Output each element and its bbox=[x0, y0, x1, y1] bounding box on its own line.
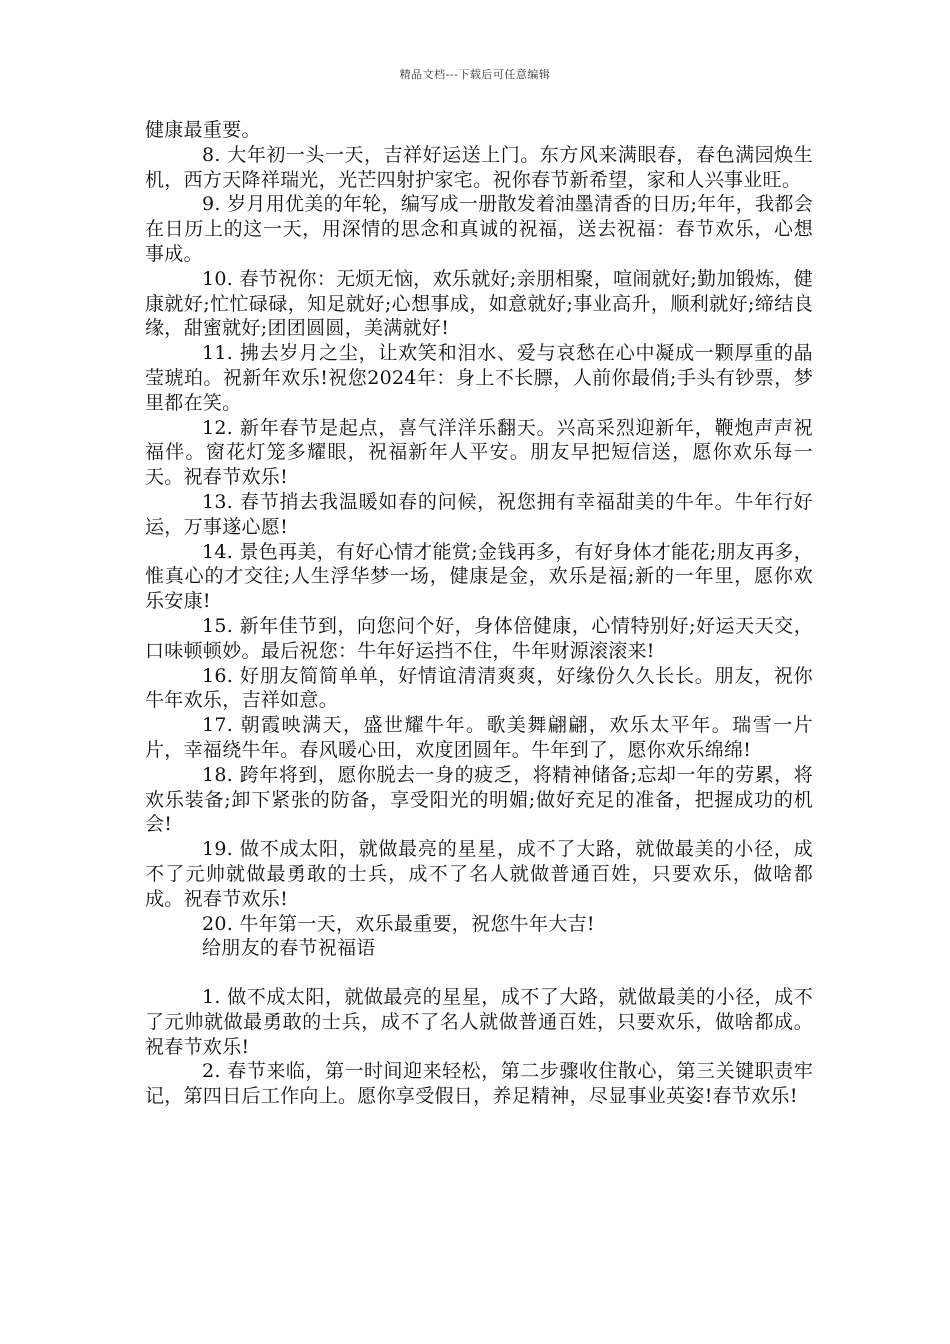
list-item: 20. 牛年第一天，欢乐最重要，祝您牛年大吉! bbox=[202, 912, 595, 935]
section-title: 给朋友的春节祝福语 bbox=[202, 937, 376, 960]
list-item: 1. 做不成太阳，就做最亮的星星，成不了大路，就做最美的小径，成不了元帅就做最勇敢的士兵，成不了名人就做普通百姓，只要欢乐，做啥都成。祝春节欢乐! bbox=[145, 986, 813, 1058]
paragraph-continuation: 健康最重要。 bbox=[145, 119, 261, 141]
list-item: 17. 朝霞映满天，盛世耀牛年。歌美舞翩翩，欢乐太平年。瑞雪一片片，幸福绕牛年。春风暖心田，欢度团圆年。牛年到了，愿你欢乐绵绵! bbox=[145, 714, 813, 761]
section-spacer bbox=[145, 961, 813, 985]
list-item: 15. 新年佳节到，向您问个好，身体倍健康，心情特别好;好运天天交，口味顿顿妙。最后祝您：牛年好运挡不住，牛年财源滚滚来! bbox=[145, 614, 813, 662]
page-header: 精品文档---下载后可任意编辑 bbox=[399, 68, 551, 81]
list-item: 9. 岁月用优美的年轮，编写成一册散发着油墨清香的日历;年年，我都会在日历上的这一天，用深情的思念和真诚的祝福，送去祝福：春节欢乐，心想事成。 bbox=[145, 193, 813, 265]
list-item: 10. 春节祝你：无烦无恼，欢乐就好;亲朋相聚，喧闹就好;勤加锻炼，健康就好;忙忙碌碌，知足就好;心想事成，如意就好;事业高升，顺利就好;缔结良缘，甜蜜就好;团团圆圆，美满就好! bbox=[145, 267, 813, 340]
list-item: 11. 拂去岁月之尘，让欢笑和泪水、爱与哀愁在心中凝成一颗厚重的晶莹琥珀。祝新年欢乐!祝您2024年：身上不长膘，人前你最俏;手头有钞票，梦里都在笑。 bbox=[145, 342, 813, 414]
list-item: 2. 春节来临，第一时间迎来轻松，第二步骤收住散心，第三关键职责牢记，第四日后工作向上。愿你享受假日，养足精神，尽显事业英姿!春节欢乐! bbox=[145, 1060, 813, 1108]
list-item: 16. 好朋友简简单单，好情谊清清爽爽，好缘份久久长长。朋友，祝你牛年欢乐，吉祥如意。 bbox=[145, 664, 813, 712]
list-item: 12. 新年春节是起点，喜气洋洋乐翻天。兴高采烈迎新年，鞭炮声声祝福伴。窗花灯笼多耀眼，祝福新年人平安。朋友早把短信送，愿你欢乐每一天。祝春节欢乐! bbox=[145, 416, 813, 489]
list-item: 14. 景色再美，有好心情才能赏;金钱再多，有好身体才能花;朋友再多，惟真心的才交往;人生浮华梦一场，健康是金，欢乐是福;新的一年里，愿你欢乐安康! bbox=[145, 540, 813, 613]
list-item: 13. 春节捎去我温暖如春的问候，祝您拥有幸福甜美的牛年。牛年行好运，万事遂心愿! bbox=[145, 490, 813, 538]
list-item: 8. 大年初一头一天，吉祥好运送上门。东方风来满眼春，春色满园焕生机，西方天降祥瑞光，光芒四射护家宅。祝你春节新希望，家和人兴事业旺。 bbox=[145, 143, 813, 191]
list-item: 18. 跨年将到，愿你脱去一身的疲乏，将精神储备;忘却一年的劳累，将欢乐装备;卸下紧张的防备，享受阳光的明媚;做好充足的准备，把握成功的机会! bbox=[145, 763, 813, 836]
document-body bbox=[145, 118, 813, 1109]
list-item: 19. 做不成太阳，就做最亮的星星，成不了大路，就做最美的小径，成不了元帅就做最勇敢的士兵，成不了名人就做普通百姓，只要欢乐，做啥都成。祝春节欢乐! bbox=[145, 838, 813, 910]
